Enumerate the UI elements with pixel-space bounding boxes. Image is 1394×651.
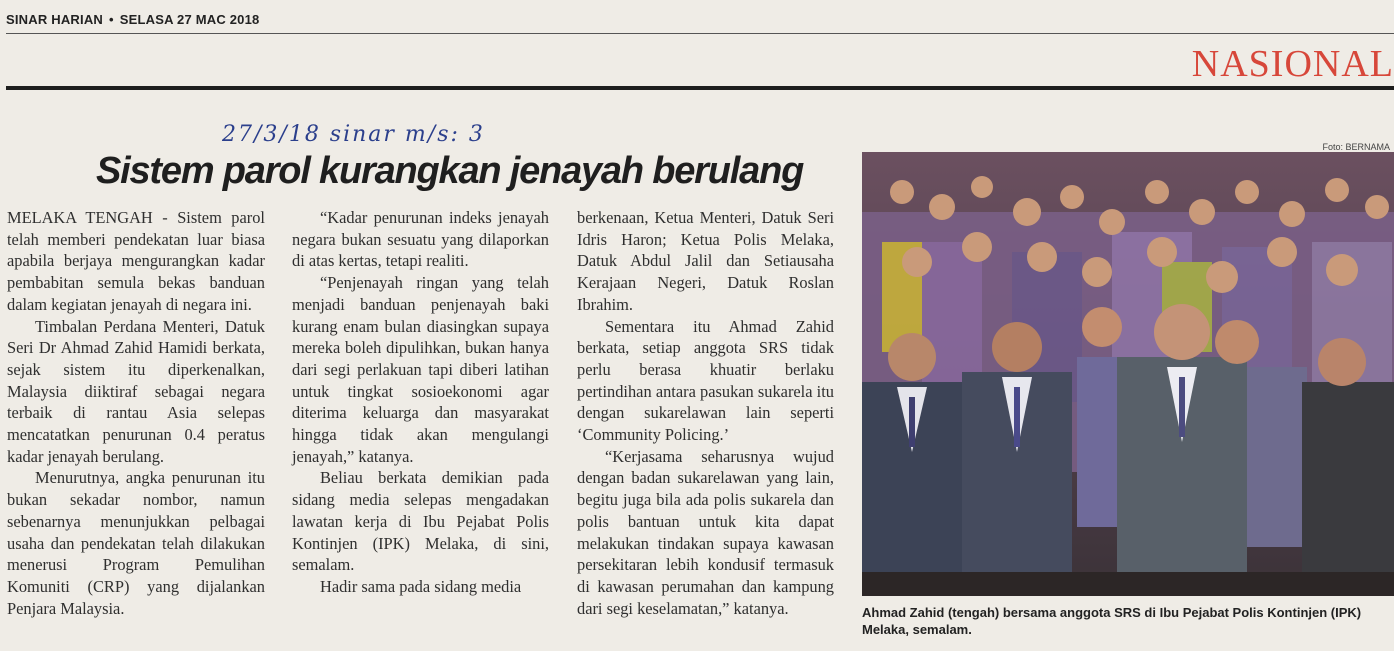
news-photo (862, 152, 1394, 596)
paragraph: Timbalan Perdana Menteri, Datuk Seri Dr Ahmad Zahid Hamidi berkata, sejak sistem itu diperkenalkan, Malaysia diiktiraf sebagai negara terbaik di rantau Asia selepas mencatatkan penurunan 0.4 peratus kadar jenayah berulang. (7, 316, 265, 466)
article-column-3 (577, 207, 834, 619)
paragraph: “Kerjasama seharusnya wujud dengan badan sukarelawan yang lain, begitu juga bila ada polis sukarela dan polis bantuan untuk kita dapat melakukan tindakan supaya kawasan persekitaran lebih kondusif termasuk di kawasan perumahan dan kampung dari segi keselamatan,” katanya. (577, 446, 834, 618)
photo-caption: Ahmad Zahid (tengah) bersama anggota SRS di Ibu Pejabat Polis Kontinjen (IPK) Melaka, semalam. (862, 605, 1362, 637)
issue-date: SELASA 27 MAC 2018 (119, 12, 260, 27)
paragraph: Sementara itu Ahmad Zahid berkata, setiap anggota SRS tidak perlu berasa khuatir berlaku pertindihan antara pasukan sukarela itu dengan sukarelawan lain seperti ‘Community Policing.’ (577, 316, 834, 445)
paragraph: Menurutnya, angka penurunan itu bukan sekadar nombor, namun sebenarnya menunjukkan pelbagai usaha dan pendekatan telah dilakukan menerusi Program Pemulihan Komuniti (CRP) yang dijalankan Penjara Malaysia. (7, 468, 265, 618)
header-rule (6, 33, 1394, 34)
dateline: MELAKA TENGAH (7, 208, 153, 227)
photo-credit: Foto: BERNAMA (1322, 142, 1390, 152)
paragraph: Hadir sama pada sidang media (320, 576, 522, 596)
article-column-1 (7, 207, 265, 619)
separator-dot: • (109, 12, 114, 27)
paragraph: “Penjenayah ringan yang telah menjadi banduan penjenayah baki kurang enam bulan diasingkan supaya mereka boleh dipulihkan, bukan hanya dari segi perlakuan tapi diberi latihan untuk tingkat sosioekonomi agar diterima keluarga dan masyarakat hingga tidak akan mengulangi jenayah,” katanya. (292, 273, 549, 466)
paper-name: SINAR HARIAN (6, 12, 104, 27)
section-rule (6, 86, 1394, 90)
handwritten-note: 27/3/18 sinar m/s: 3 (222, 122, 485, 147)
paragraph: berkenaan, Ketua Menteri, Datuk Seri Idris Haron; Ketua Polis Melaka, Datuk Abdul Jalil dan Setiausaha Kerajaan Negeri, Datuk Roslan Ibrahim. (577, 208, 834, 314)
section-label: NASIONAL (1191, 43, 1394, 85)
article-column-2 (292, 207, 549, 598)
masthead (6, 12, 259, 27)
paragraph: MELAKA TENGAH - Sistem parol telah memberi pendekatan luar biasa apabila berjaya mengurangkan kadar pembabitan semula bekas banduan dalam kegiatan jenayah di negara ini. (7, 208, 265, 314)
paragraph: Beliau berkata demikian pada sidang media selepas mengadakan lawatan kerja di Ibu Pejabat Polis Kontinjen (IPK) Melaka, di sini, semalam. (292, 468, 549, 575)
headline: Sistem parol kurangkan jenayah berulang (96, 150, 804, 192)
paragraph: “Kadar penurunan indeks jenayah negara bukan sesuatu yang dilaporkan di atas kertas, tetapi realiti. (292, 208, 549, 271)
